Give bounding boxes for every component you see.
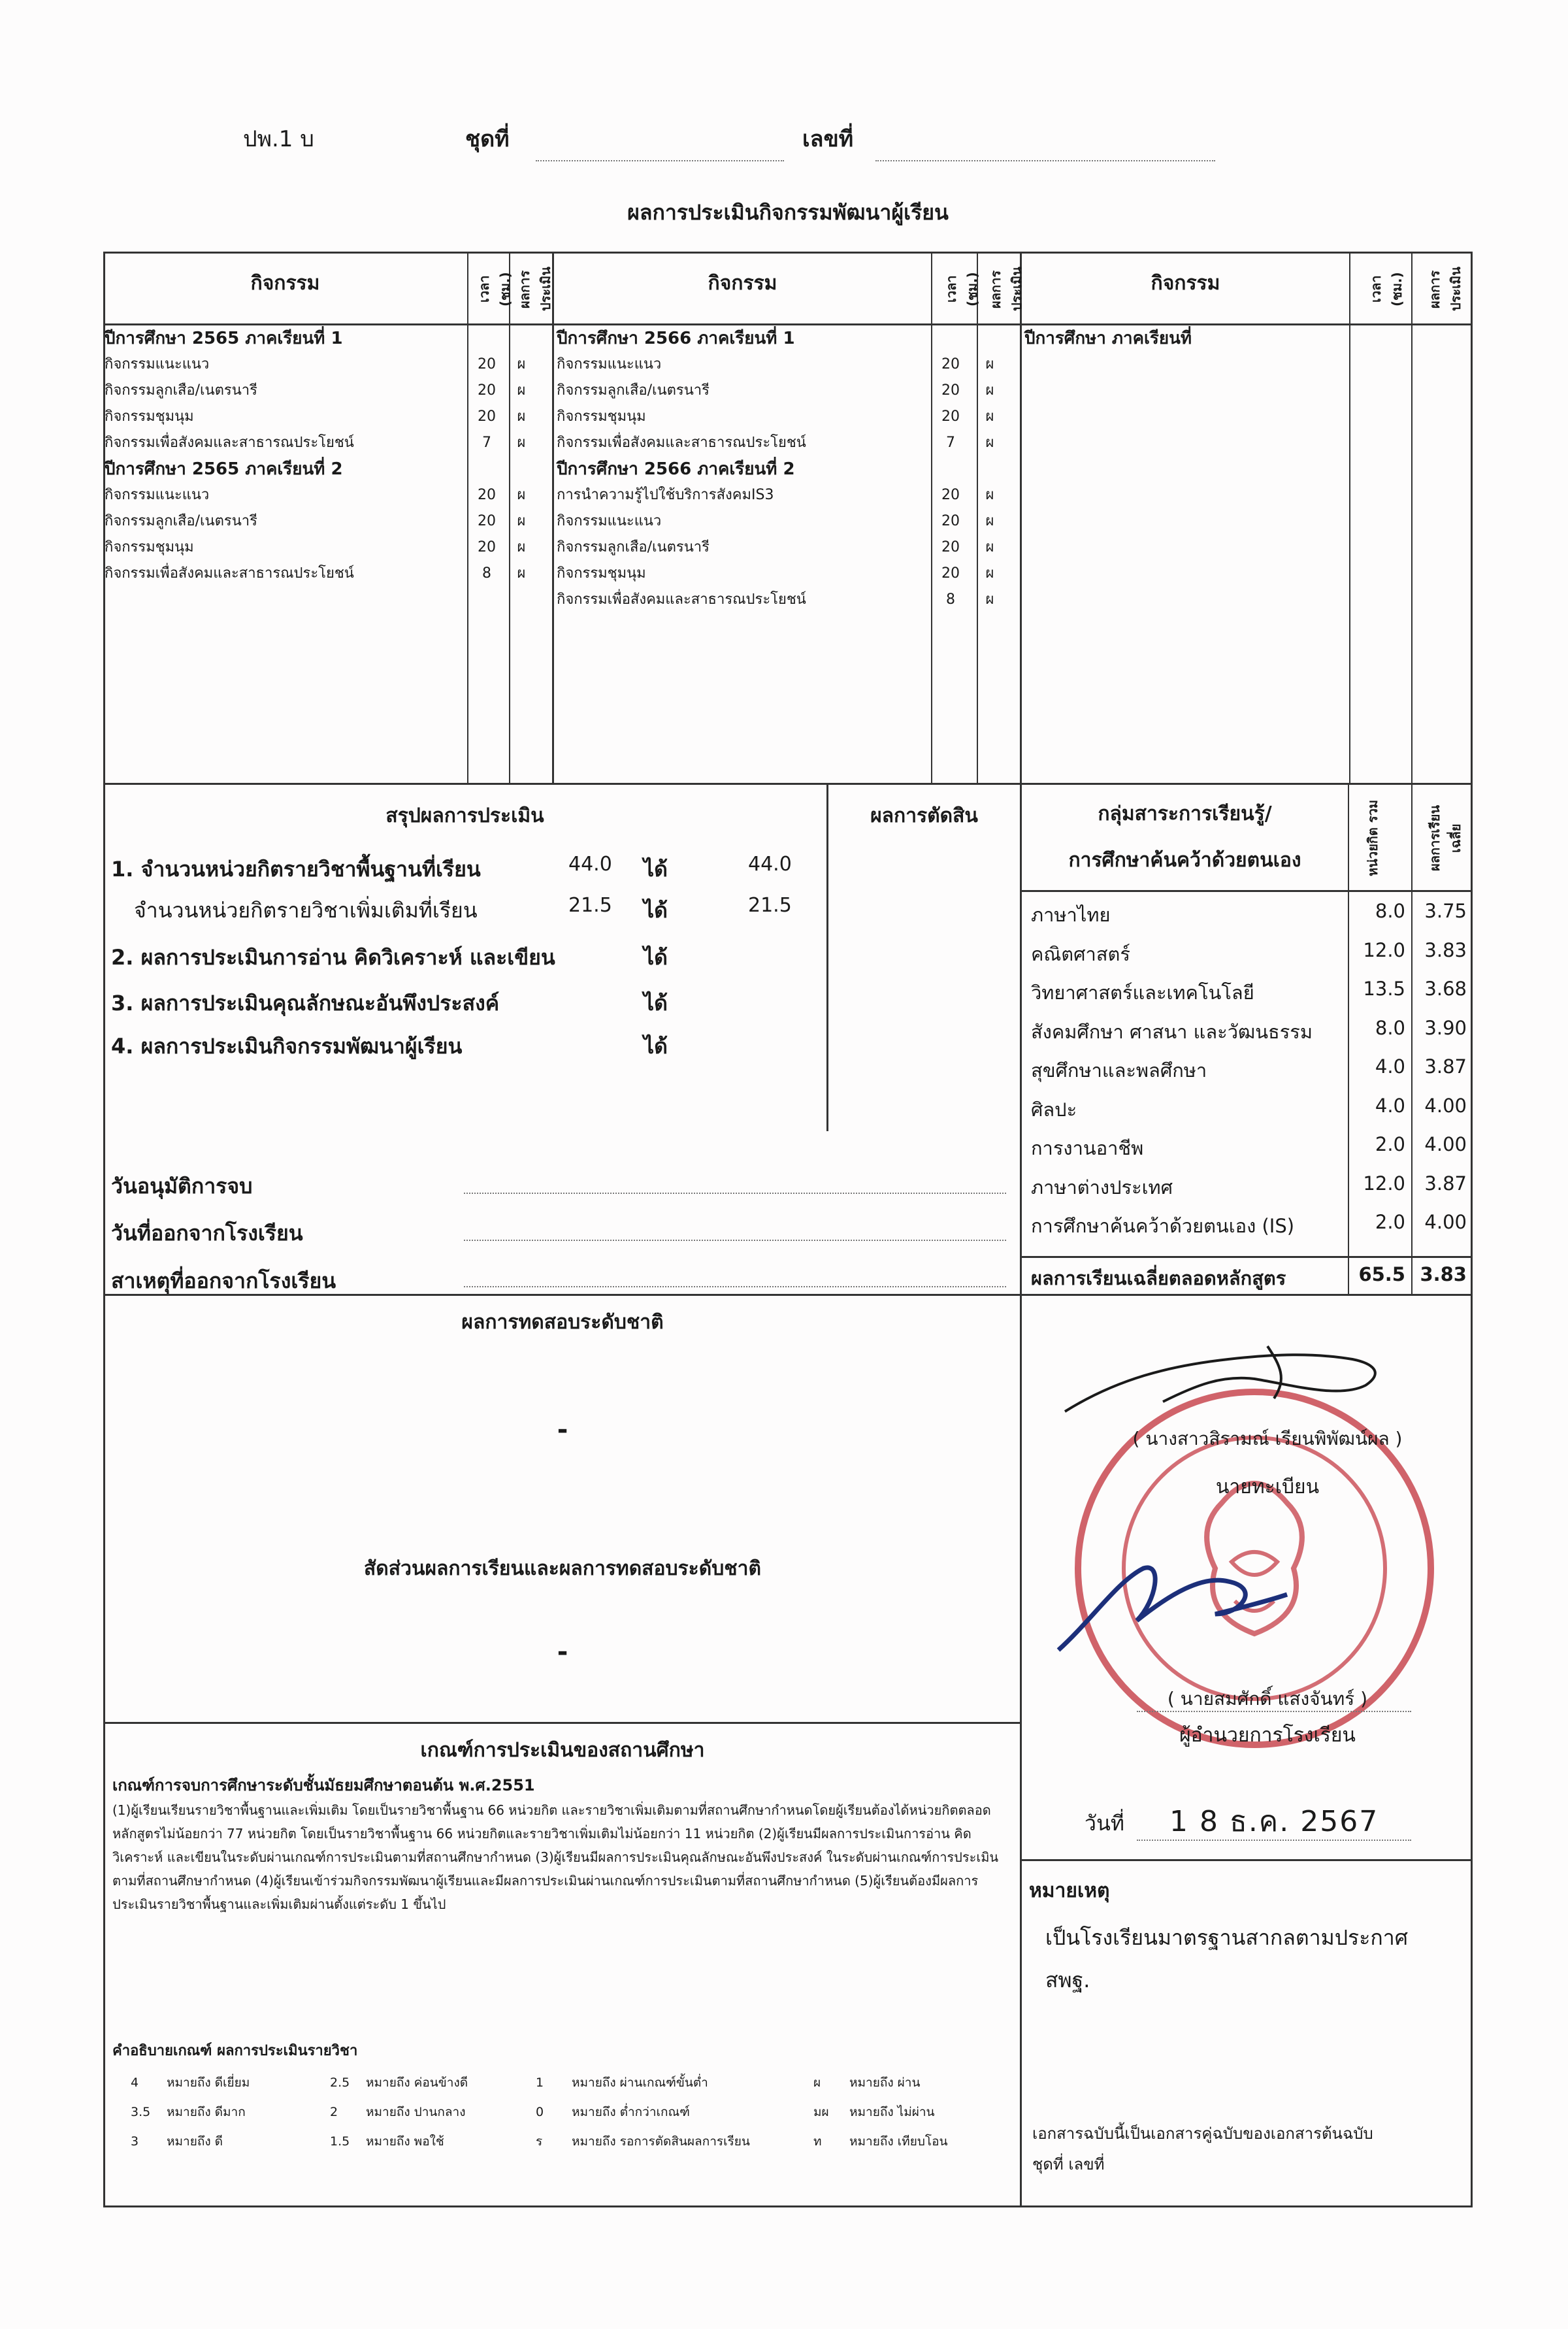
activity-hours: 20 [478, 356, 496, 372]
activity-row [105, 508, 549, 535]
legend-meaning: หมายถึง ปานกลาง [366, 2105, 466, 2119]
criteria-title: เกณฑ์การประเมินของสถานศึกษา [420, 1739, 705, 1762]
activity-row [557, 352, 1014, 378]
activity-name: กิจกรรมแนะแนว [105, 487, 210, 503]
activity-hours: 20 [941, 356, 960, 372]
activity-col-header: กิจกรรม [1151, 272, 1220, 295]
semester-heading: ปีการศึกษา 2565 ภาคเรียนที่ 1 [105, 329, 343, 348]
activity-hours: 20 [478, 513, 496, 529]
col-divider [1020, 252, 1022, 783]
activity-name: การนำความรู้ไปใช้บริการสังคมIS3 [557, 487, 774, 503]
activity-hours: 20 [941, 382, 960, 399]
summary-value: 21.5 [568, 894, 612, 917]
ratio-value: - [557, 1637, 568, 1667]
activity-hours: 20 [941, 565, 960, 582]
row-divider [1020, 1859, 1473, 1861]
activity-hours: 20 [478, 487, 496, 503]
activity-row [557, 482, 1014, 508]
subject-gpa: 4.00 [1424, 1094, 1467, 1117]
result-col-header: ผลการประเมิน [1427, 267, 1463, 312]
subject-name: วิทยาศาสตร์และเทคโนโลยี [1031, 982, 1254, 1004]
registrar-name: ( นางสาวสิรามณ์ เรียนพิพัฒน์ผล ) [1132, 1428, 1403, 1449]
legend-item [536, 2132, 750, 2151]
activity-hours: 20 [478, 382, 496, 399]
legend-code: 4 [131, 2075, 139, 2090]
date-line [1137, 1840, 1411, 1841]
activity-hours: 7 [946, 435, 955, 451]
approve-label: วันอนุมัติการจบ [111, 1174, 253, 1198]
subject-credits: 4.0 [1375, 1055, 1405, 1078]
criteria-text: (1)ผู้เรียนเรียนรายวิชาพื้นฐานและเพิ่มเติม โดยเป็นรายวิชาพื้นฐาน 66 หน่วยกิต และรายวิชาเพิ่มเติมตามที่สถานศึกษากำหนดโดยผู้เรียนต้องได้หน่วยกิตตลอดหลักสูตรไม่น้อยกว่า 77 หน่วยกิต โดยเป็นรายวิชาพื้นฐาน 66 หน่วยกิตและรายวิชาเพิ่มเติมไม่น้อยกว่า 11 หน่วยกิต (2)ผู้เรียนมีผลการประเมินการอ่าน คิดวิเคราะห์ และเขียนในระดับผ่านเกณฑ์การประเมินตามที่สถานศึกษากำหนด (3)ผู้เรียนมีผลการประเมินคุณลักษณะอันพึงประสงค์ ในระดับผ่านเกณฑ์การประเมินตามที่สถานศึกษากำหนด (4)ผู้เรียนเข้าร่วมกิจกรรมพัฒนาผู้เรียนและมีผลการประเมินผ่านเกณฑ์การประเมินตามที่สถานศึกษากำหนด (5)ผู้เรียนต้องมีผลการประเมินรายวิชาพื้นฐานและเพิ่มเติมผ่านตั้งแต่ระดับ 1 ขึ้นไป [112, 1802, 999, 1912]
legend-meaning: หมายถึง ต่ำกว่าเกณฑ์ [572, 2105, 690, 2119]
subject-name: ภาษาไทย [1031, 904, 1111, 926]
activity-name: กิจกรรมลูกเสือ/เนตรนารี [105, 382, 257, 399]
form-code: ปพ.1 บ [243, 126, 314, 152]
activity-row [105, 430, 549, 456]
legend-item [330, 2102, 465, 2122]
hours-col-header: เวลา (ชม.) [476, 272, 513, 306]
ratio-title: สัดส่วนผลการเรียนและผลการทดสอบระดับชาติ [364, 1557, 761, 1580]
summary-row-1b: จำนวนหน่วยกิตรายวิชาเพิ่มเติมที่เรียน [134, 898, 478, 923]
subject-gpa: 4.00 [1424, 1211, 1467, 1233]
subject-credits: 2.0 [1375, 1211, 1405, 1233]
subject-name: สังคมศึกษา ศาสนา และวัฒนธรรม [1031, 1020, 1313, 1043]
activity-hours: 20 [941, 487, 960, 503]
national-test-value: - [557, 1415, 568, 1445]
row-divider [1020, 1256, 1473, 1258]
activity-name: กิจกรรมลูกเสือ/เนตรนารี [557, 539, 710, 555]
row-divider [1020, 890, 1473, 892]
legend-item [131, 2073, 250, 2092]
activities-title: ผลการประเมินกิจกรรมพัฒนาผู้เรียน [627, 200, 949, 225]
activity-column-3 [1024, 325, 1469, 352]
date-label: วันที่ [1085, 1811, 1124, 1836]
activity-column-2 [557, 325, 1014, 613]
legend-code: 0 [536, 2105, 544, 2119]
legend-meaning: หมายถึง ค่อนข้างดี [366, 2075, 468, 2090]
activity-result: ผ [985, 382, 994, 399]
legend-code: 1 [536, 2075, 544, 2090]
subject-gpa: 4.00 [1424, 1133, 1467, 1155]
result-col-header: ผลการประเมิน [517, 267, 553, 312]
summary-title: สรุปผลการประเมิน [385, 804, 544, 827]
activity-name: กิจกรรมชุมนุม [105, 408, 194, 425]
activity-name: กิจกรรมเพื่อสังคมและสาธารณประโยชน์ [557, 435, 806, 451]
activity-hours: 20 [941, 539, 960, 555]
activity-hours: 20 [478, 408, 496, 425]
director-name: ( นายสมศักดิ์ แสงจันทร์ ) [1167, 1688, 1368, 1710]
legend-code: ท [813, 2134, 822, 2149]
activity-row [557, 404, 1014, 430]
activity-hours: 20 [941, 513, 960, 529]
legend-item [813, 2132, 948, 2151]
remarks-line1: เป็นโรงเรียนมาตรฐานสากลตามประกาศ [1045, 1925, 1409, 1950]
legend-item [536, 2073, 708, 2092]
subject-gpa: 3.75 [1424, 900, 1467, 922]
registrar-signature-icon [1058, 1340, 1398, 1418]
col-divider [1020, 785, 1022, 2207]
number-label: เลขที่ [802, 126, 854, 152]
activity-name: กิจกรรมแนะแนว [557, 513, 662, 529]
got-label: ได้ [644, 1034, 668, 1059]
legend-code: 2 [330, 2105, 338, 2119]
director-title: ผู้อำนวยการโรงเรียน [1179, 1724, 1356, 1747]
total-label: ผลการเรียนเฉลี่ยตลอดหลักสูตร [1031, 1267, 1286, 1289]
activity-name: กิจกรรมแนะแนว [105, 356, 210, 372]
subject-credits: 8.0 [1375, 1016, 1405, 1039]
judgement-title: ผลการตัดสิน [870, 804, 978, 827]
activity-result: ผ [985, 513, 994, 529]
activity-result: ผ [517, 356, 526, 372]
summary-row-2: 2. ผลการประเมินการอ่าน คิดวิเคราะห์ และเขียน [111, 945, 555, 970]
subject-gpa: 3.90 [1424, 1016, 1467, 1039]
subject-credits: 12.0 [1363, 1172, 1405, 1195]
legend-code: ผ [813, 2075, 821, 2090]
remarks-title: หมายเหตุ [1029, 1879, 1110, 1902]
subject-credits: 4.0 [1375, 1094, 1405, 1117]
activity-result: ผ [517, 565, 526, 582]
gpa-col-header: ผลการเรียน เฉลี่ย [1427, 804, 1463, 872]
subject-name: ภาษาต่างประเทศ [1031, 1176, 1173, 1198]
activity-row [105, 404, 549, 430]
activity-hours: 8 [482, 565, 491, 582]
summary-row-1: 1. จำนวนหน่วยกิตรายวิชาพื้นฐานที่เรียน [111, 857, 481, 882]
legend-meaning: หมายถึง ผ่าน [849, 2075, 921, 2090]
subject-credits: 2.0 [1375, 1133, 1405, 1155]
director-sign-line [1137, 1711, 1411, 1712]
subject-gpa: 3.87 [1424, 1172, 1467, 1195]
legend-item [813, 2102, 935, 2122]
activity-name: กิจกรรมชุมนุม [557, 565, 646, 582]
leave-reason-field [464, 1286, 1006, 1287]
legend-meaning: หมายถึง ดีเยี่ยม [167, 2075, 250, 2090]
semester-heading: ปีการศึกษา ภาคเรียนที่ [1024, 329, 1192, 348]
activity-row [557, 587, 1014, 613]
activity-hours: 8 [946, 591, 955, 608]
date-value: 1 8 ธ.ค. 2567 [1169, 1805, 1379, 1838]
activity-col-header: กิจกรรม [250, 272, 320, 295]
legend-code: มผ [813, 2105, 829, 2119]
activity-result: ผ [517, 539, 526, 555]
hours-col-header: เวลา (ชม.) [943, 272, 980, 306]
summary-value: 44.0 [568, 853, 612, 876]
activity-name: กิจกรรมชุมนุม [105, 539, 194, 555]
legend-item [131, 2132, 223, 2151]
activities-bottom-line [103, 783, 1473, 785]
activity-column-1 [105, 325, 549, 587]
director-signature-icon [1045, 1542, 1294, 1660]
got-label: ได้ [644, 991, 668, 1016]
legend-meaning: หมายถึง เทียบโอน [849, 2134, 948, 2149]
got-value: 44.0 [748, 853, 792, 876]
legend-item [330, 2132, 444, 2151]
activity-hours: 20 [478, 539, 496, 555]
legend-code: 3.5 [131, 2105, 151, 2119]
activity-row [105, 482, 549, 508]
activity-col-header: กิจกรรม [708, 272, 777, 295]
number-field [875, 160, 1215, 161]
activity-result: ผ [985, 435, 994, 451]
activity-result: ผ [985, 487, 994, 503]
leave-date-label: วันที่ออกจากโรงเรียน [111, 1221, 303, 1246]
activity-row [557, 378, 1014, 404]
subject-name: คณิตศาสตร์ [1031, 942, 1130, 965]
activity-name: กิจกรรมลูกเสือ/เนตรนารี [105, 513, 257, 529]
legend-item [330, 2073, 468, 2092]
approve-field [464, 1193, 1006, 1194]
activity-row [557, 430, 1014, 456]
copy-set: ชุดที่ เลขที่ [1032, 2155, 1105, 2173]
legend-meaning: หมายถึง รอการตัดสินผลการเรียน [572, 2134, 750, 2149]
subject-name: การงานอาชีพ [1031, 1137, 1144, 1159]
remarks-line2: สพฐ. [1045, 1968, 1090, 1992]
leave-reason-label: สาเหตุที่ออกจากโรงเรียน [111, 1268, 336, 1293]
legend-meaning: หมายถึง ผ่านเกณฑ์ขั้นต่ำ [572, 2075, 708, 2090]
activity-hours: 20 [941, 408, 960, 425]
activity-name: กิจกรรมลูกเสือ/เนตรนารี [557, 382, 710, 399]
set-field [536, 160, 784, 161]
subject-gpa: 3.83 [1424, 938, 1467, 961]
total-credits: 65.5 [1358, 1263, 1405, 1285]
registrar-title: นายทะเบียน [1215, 1476, 1320, 1498]
criteria-subtitle: เกณฑ์การจบการศึกษาระดับชั้นมัธยมศึกษาตอนต้น พ.ศ.2551 [112, 1776, 535, 1794]
activity-row [557, 508, 1014, 535]
got-label: ได้ [644, 898, 668, 923]
subject-name: ศิลปะ [1031, 1098, 1077, 1121]
legend-item [131, 2102, 246, 2122]
legend-meaning: หมายถึง ดีมาก [167, 2105, 246, 2119]
legend-code: ร [536, 2134, 543, 2149]
legend-code: 1.5 [330, 2134, 350, 2149]
activity-row [557, 561, 1014, 587]
row-divider [103, 1722, 1022, 1724]
subject-gpa: 3.68 [1424, 978, 1467, 1000]
col-divider [552, 252, 554, 783]
subject-name: สุขศึกษาและพลศึกษา [1031, 1059, 1207, 1082]
col-divider [826, 785, 828, 1131]
hours-col-header: เวลา (ชม.) [1368, 272, 1405, 306]
total-gpa: 3.83 [1420, 1263, 1467, 1285]
subject-credits: 13.5 [1363, 978, 1405, 1000]
activity-result: ผ [985, 408, 994, 425]
subjects-title-1: กลุ่มสาระการเรียนรู้/ [1098, 802, 1272, 825]
got-label: ได้ [644, 857, 668, 882]
legend-code: 3 [131, 2134, 139, 2149]
row-divider [1020, 1294, 1473, 1296]
leave-date-field [464, 1240, 1006, 1241]
subject-credits: 12.0 [1363, 938, 1405, 961]
activity-row [105, 561, 549, 587]
subjects-title-2: การศึกษาค้นคว้าด้วยตนเอง [1068, 849, 1301, 872]
activity-result: ผ [517, 487, 526, 503]
semester-heading: ปีการศึกษา 2566 ภาคเรียนที่ 1 [557, 329, 795, 348]
activity-result: ผ [985, 539, 994, 555]
legend-code: 2.5 [330, 2075, 350, 2090]
copy-note: เอกสารฉบับนี้เป็นเอกสารคู่ฉบับของเอกสารต้นฉบับ [1032, 2124, 1373, 2143]
activity-result: ผ [517, 435, 526, 451]
activity-row [557, 535, 1014, 561]
legend-meaning: หมายถึง ไม่ผ่าน [849, 2105, 935, 2119]
got-label: ได้ [644, 945, 668, 970]
subject-name: การศึกษาค้นคว้าด้วยตนเอง (IS) [1031, 1215, 1295, 1237]
legend-item [813, 2073, 920, 2092]
activity-name: กิจกรรมแนะแนว [557, 356, 662, 372]
activity-hours: 7 [482, 435, 491, 451]
got-value: 21.5 [748, 894, 792, 917]
subject-credits: 8.0 [1375, 900, 1405, 922]
summary-row-4: 4. ผลการประเมินกิจกรรมพัฒนาผู้เรียน [111, 1034, 463, 1059]
legend-item [536, 2102, 690, 2122]
semester-heading: ปีการศึกษา 2565 ภาคเรียนที่ 2 [105, 459, 343, 479]
activity-name: กิจกรรมเพื่อสังคมและสาธารณประโยชน์ [105, 435, 354, 451]
activity-name: กิจกรรมชุมนุม [557, 408, 646, 425]
legend-meaning: หมายถึง พอใช้ [366, 2134, 444, 2149]
activity-result: ผ [985, 565, 994, 582]
result-col-header: ผลการประเมิน [988, 267, 1024, 312]
activity-name: กิจกรรมเพื่อสังคมและสาธารณประโยชน์ [557, 591, 806, 608]
activity-name: กิจกรรมเพื่อสังคมและสาธารณประโยชน์ [105, 565, 354, 582]
credits-col-header: หน่วยกิต รวม [1365, 799, 1380, 877]
activity-row [105, 378, 549, 404]
national-test-title: ผลการทดสอบระดับชาติ [461, 1311, 664, 1334]
legend-title: คำอธิบายเกณฑ์ ผลการประเมินรายวิชา [112, 2043, 358, 2059]
activity-result: ผ [517, 408, 526, 425]
activity-result: ผ [517, 513, 526, 529]
subject-gpa: 3.87 [1424, 1055, 1467, 1078]
summary-row-3: 3. ผลการประเมินคุณลักษณะอันพึงประสงค์ [111, 991, 500, 1016]
activity-row [105, 352, 549, 378]
activity-row [105, 535, 549, 561]
legend-meaning: หมายถึง ดี [167, 2134, 223, 2149]
activity-result: ผ [985, 591, 994, 608]
semester-heading: ปีการศึกษา 2566 ภาคเรียนที่ 2 [557, 459, 795, 479]
set-label: ชุดที่ [465, 126, 510, 152]
activity-result: ผ [517, 382, 526, 399]
activity-result: ผ [985, 356, 994, 372]
